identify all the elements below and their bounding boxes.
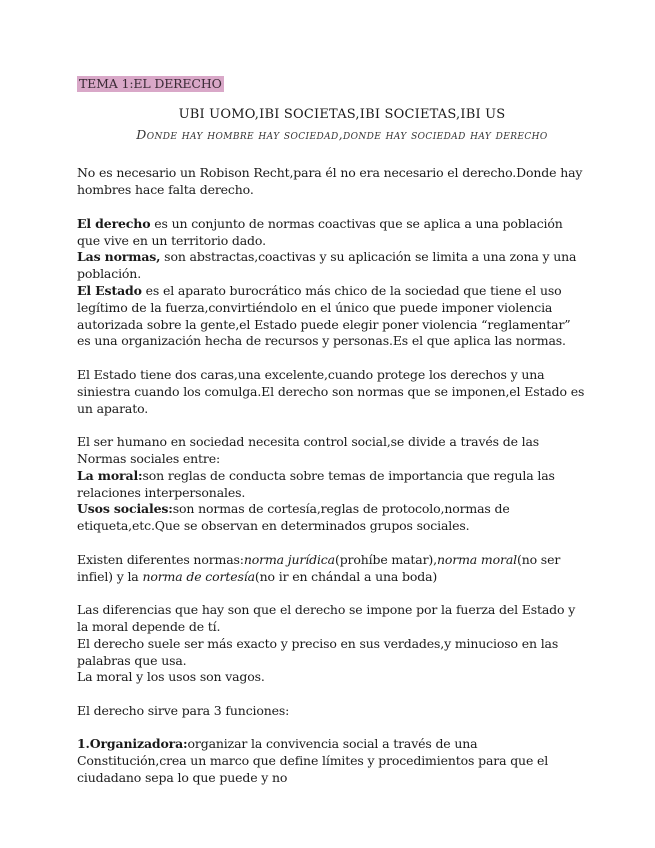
norma-juridica: norma jurídica (243, 551, 335, 567)
control-social-paragraph: El ser humano en sociedad necesita control social,se divide a través de las Normas sociales entre: (77, 434, 540, 466)
term-organizadora: 1.Organizadora: (77, 736, 188, 752)
tipos-cortesia-example: (no ir en chándal a una boda) (254, 568, 438, 584)
definition-usos (77, 501, 587, 535)
term-normas: Las normas, (77, 249, 161, 265)
term-usos: Usos sociales: (77, 501, 173, 517)
estado-caras-paragraph: El Estado tiene dos caras,una excelente,cuando protege los derechos y una siniestra cuando los comulga.El derecho son normas que se imponen,el Estado es un aparato. (77, 366, 585, 416)
tipos-juridica-example: (prohíbe matar), (334, 551, 437, 567)
funcion-organizadora-text: organizar la convivencia social a través de una Constitución,crea un marco que define límites y procedimientos para que el ciudadano sepa lo que puede y no (77, 736, 549, 786)
diferencias-paragraph-2: El derecho suele ser más exacto y preciso en sus verdades,y minucioso en las palabras que usa. (77, 635, 559, 668)
motto-translation: Donde hay hombre hay sociedad,donde hay sociedad hay derecho (136, 126, 548, 142)
term-moral: La moral: (77, 467, 143, 483)
funciones-paragraph: El derecho sirve para 3 funciones: (77, 702, 290, 718)
definition-derecho (77, 216, 587, 250)
definition-usos-text: son normas de cortesía,reglas de protocolo,normas de etiqueta,etc.Que se observan en determinados grupos sociales. (77, 501, 510, 534)
norma-cortesia: norma de cortesía (142, 568, 255, 584)
page-title: TEMA 1:EL DERECHO (79, 76, 222, 91)
term-estado: El Estado (77, 282, 142, 298)
tipos-moral-example: (no ser infiel) y la (77, 551, 561, 584)
tipos-normas-paragraph (77, 552, 587, 586)
diferencias-paragraph-3: La moral y los usos son vagos. (77, 669, 265, 685)
definition-derecho-text: es un conjunto de normas coactivas que se aplica a una población que vive en un territorio dado. (77, 215, 563, 248)
norma-moral: norma moral (436, 551, 517, 567)
intro-paragraph: No es necesario un Robison Recht,para él no era necesario el derecho.Donde hay hombres hace falta derecho. (77, 165, 583, 198)
definition-normas (77, 249, 587, 283)
funcion-organizadora (77, 736, 587, 786)
diferencias-paragraph-1: Las diferencias que hay son que el derecho se impone por la fuerza del Estado y la moral depende de tí. (77, 602, 576, 634)
latin-motto: UBI UOMO,IBI SOCIETAS,IBI SOCIETAS,IBI US (178, 106, 506, 122)
definition-moral-text: son reglas de conducta sobre temas de importancia que regula las relaciones interpersonales. (77, 467, 555, 500)
definition-estado (77, 283, 587, 350)
term-derecho: El derecho (77, 215, 151, 231)
definition-normas-text: son abstractas,coactivas y su aplicación se limita a una zona y una población. (77, 249, 577, 282)
tipos-intro: Existen diferentes normas: (77, 551, 244, 567)
definition-estado-text: es el aparato burocrático más chico de la sociedad que tiene el uso legítimo de la fuerza,convirtiéndolo en el único que puede imponer violencia autorizada sobre la gente,el Estado puede elegir poner violencia “reglamentar” es una organización hecha de recursos y personas.Es el que aplica las normas. (77, 282, 571, 349)
document-body (77, 76, 587, 787)
definition-moral (77, 468, 587, 502)
